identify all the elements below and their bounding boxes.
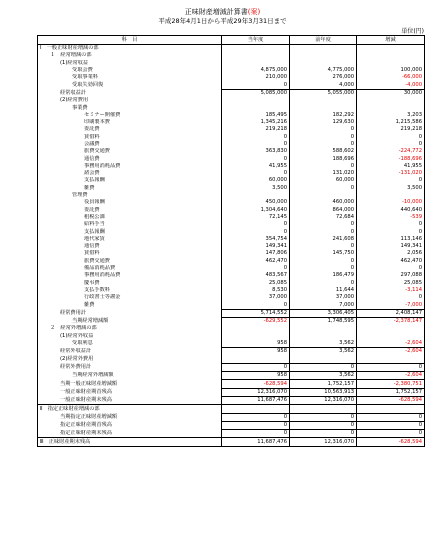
unit-label: 単位(円) [401, 28, 424, 35]
current-year-value: 0 [222, 413, 290, 421]
change-value: 0 [357, 134, 425, 141]
change-value: 2,408,147 [357, 309, 425, 317]
table-row [38, 363, 425, 371]
current-year-value: 149,341 [222, 243, 290, 250]
previous-year-value: 37,000 [290, 294, 357, 301]
current-year-value [222, 192, 290, 199]
row-label: 経常外収益計 [38, 348, 222, 356]
current-year-value: 0 [222, 301, 290, 309]
change-value: 0 [357, 363, 425, 371]
current-year-value [222, 52, 290, 59]
previous-year-value: 588,602 [290, 148, 357, 155]
row-label: 雑費 [38, 185, 222, 192]
change-value: -2,604 [357, 348, 425, 356]
previous-year-value: 188,696 [290, 155, 357, 162]
change-value: 1,215,586 [357, 119, 425, 126]
row-label: 事務用消耗品費 [38, 272, 222, 279]
previous-year-value: 5,055,000 [290, 89, 357, 97]
previous-year-value: 276,000 [290, 74, 357, 81]
current-year-value: 12,316,070 [222, 388, 290, 396]
row-label: 当期指定正味財産増減額 [38, 413, 222, 421]
change-value: -188,696 [357, 155, 425, 162]
row-label: (2)経常費用 [38, 97, 222, 104]
change-value: -2,378,147 [357, 317, 425, 325]
change-value: -66,000 [357, 74, 425, 81]
row-label: 指定正味財産期末残高 [38, 430, 222, 438]
previous-year-value: 0 [290, 421, 357, 429]
row-label: 当期経常外増減額 [38, 372, 222, 380]
table-row [38, 430, 425, 438]
current-year-value: 462,470 [222, 258, 290, 265]
previous-year-value: 0 [290, 126, 357, 133]
table-row [38, 163, 425, 170]
current-year-value: 0 [222, 228, 290, 235]
table-row [38, 177, 425, 184]
row-label: 租税公課 [38, 214, 222, 221]
table-row [38, 192, 425, 199]
table-row [38, 97, 425, 104]
table-row [38, 67, 425, 74]
row-label: 旅費交通費 [38, 148, 222, 155]
change-value: 3,500 [357, 185, 425, 192]
change-value: -3,114 [357, 287, 425, 294]
change-value: 297,088 [357, 272, 425, 279]
current-year-value [222, 405, 290, 413]
row-label: 通信費 [38, 155, 222, 162]
previous-year-value: 0 [290, 413, 357, 421]
table-row [38, 280, 425, 287]
table-row [38, 74, 425, 81]
row-label: 賃借料 [38, 250, 222, 257]
change-value: -7,000 [357, 301, 425, 309]
row-label: Ⅱ 指定正味財産増減の部 [38, 405, 222, 413]
current-year-value: 219,218 [222, 126, 290, 133]
table-row [38, 325, 425, 332]
table-row [38, 104, 425, 111]
previous-year-value: 186,479 [290, 272, 357, 279]
table-row [38, 355, 425, 363]
table-row [38, 372, 425, 380]
table-row [38, 148, 425, 155]
change-value: 113,146 [357, 236, 425, 243]
column-header-previous: 前年度 [290, 36, 357, 45]
row-label: 受取会費 [38, 67, 222, 74]
change-value: 100,000 [357, 67, 425, 74]
table-row [38, 228, 425, 235]
current-year-value: 0 [222, 134, 290, 141]
change-value: -4,000 [357, 81, 425, 89]
table-row [38, 265, 425, 272]
row-label: Ⅲ 正味財産期末残高 [38, 438, 222, 446]
current-year-value: 0 [222, 421, 290, 429]
table-row [38, 119, 425, 126]
change-value [357, 45, 425, 53]
previous-year-value [290, 405, 357, 413]
row-label: 委託費 [38, 126, 222, 133]
table-row [38, 348, 425, 356]
row-label: 委託費 [38, 207, 222, 214]
previous-year-value: 182,292 [290, 112, 357, 119]
change-value: -131,020 [357, 170, 425, 177]
previous-year-value [290, 192, 357, 199]
table-row [38, 45, 425, 53]
table-row [38, 333, 425, 340]
row-label: 雑費 [38, 301, 222, 309]
row-label: 受取事業料 [38, 74, 222, 81]
previous-year-value [290, 45, 357, 53]
change-value: -539 [357, 214, 425, 221]
change-value: -2,604 [357, 372, 425, 380]
previous-year-value: 3,562 [290, 372, 357, 380]
table-row [38, 214, 425, 221]
previous-year-value: 12,316,070 [290, 438, 357, 446]
current-year-value: 450,000 [222, 199, 290, 206]
previous-year-value: 11,644 [290, 287, 357, 294]
change-value: 0 [357, 413, 425, 421]
table-row [38, 199, 425, 206]
row-label: 旅費交通費 [38, 258, 222, 265]
current-year-value [222, 333, 290, 340]
row-label: セミナー開催費 [38, 112, 222, 119]
previous-year-value: 3,306,405 [290, 309, 357, 317]
previous-year-value: 4,775,000 [290, 67, 357, 74]
previous-year-value: 0 [290, 221, 357, 228]
current-year-value: 0 [222, 221, 290, 228]
current-year-value: 4,875,000 [222, 67, 290, 74]
previous-year-value [290, 97, 357, 104]
previous-year-value: 0 [290, 243, 357, 250]
current-year-value: 41,955 [222, 163, 290, 170]
current-year-value [222, 325, 290, 332]
previous-year-value [290, 325, 357, 332]
current-year-value: 958 [222, 340, 290, 348]
current-year-value: 0 [222, 430, 290, 438]
previous-year-value: 1,748,595 [290, 317, 357, 325]
change-value: -10,000 [357, 199, 425, 206]
row-label: 給料手当 [38, 221, 222, 228]
current-year-value [222, 104, 290, 111]
current-year-value: 11,687,476 [222, 396, 290, 404]
previous-year-value [290, 355, 357, 363]
current-year-value [222, 60, 290, 67]
current-year-value: 25,085 [222, 280, 290, 287]
row-label: 通信費 [38, 243, 222, 250]
current-year-value: 958 [222, 348, 290, 356]
current-year-value: 210,000 [222, 74, 290, 81]
table-row [38, 60, 425, 67]
previous-year-value: 10,563,913 [290, 388, 357, 396]
current-year-value: 1,345,216 [222, 119, 290, 126]
previous-year-value: 131,020 [290, 170, 357, 177]
table-row [38, 89, 425, 97]
row-label: 当期一般正味財産増減額 [38, 380, 222, 388]
row-label: 諸会費 [38, 170, 222, 177]
row-label: 一般正味財産期首残高 [38, 388, 222, 396]
change-value: 219,218 [357, 126, 425, 133]
column-header-item: 科 目 [38, 36, 222, 45]
table-row [38, 258, 425, 265]
row-label: １ 経常増減の部 [38, 52, 222, 59]
table-header-row [38, 36, 425, 45]
change-value: -628,594 [357, 396, 425, 404]
change-value: 149,341 [357, 243, 425, 250]
previous-year-value: 0 [290, 185, 357, 192]
row-label: Ⅰ 一般正味財産増減の部 [38, 45, 222, 53]
table-row [38, 81, 425, 89]
change-value: 462,470 [357, 258, 425, 265]
current-year-value [222, 45, 290, 53]
row-label: 支払報酬 [38, 228, 222, 235]
previous-year-value: 0 [290, 430, 357, 438]
previous-year-value: 460,000 [290, 199, 357, 206]
current-year-value [222, 97, 290, 104]
table-row [38, 155, 425, 162]
previous-year-value: 864,000 [290, 207, 357, 214]
row-label: 会議費 [38, 141, 222, 148]
change-value: 0 [357, 141, 425, 148]
table-row [38, 287, 425, 294]
previous-year-value: 0 [290, 163, 357, 170]
change-value: 440,640 [357, 207, 425, 214]
table-row [38, 294, 425, 301]
change-value: -2,604 [357, 340, 425, 348]
statement-rows [38, 45, 425, 447]
current-year-value: 72,145 [222, 214, 290, 221]
table-row [38, 438, 425, 446]
previous-year-value: 0 [290, 228, 357, 235]
table-row [38, 207, 425, 214]
change-value: -224,772 [357, 148, 425, 155]
previous-year-value [290, 60, 357, 67]
table-row [38, 309, 425, 317]
current-year-value: 0 [222, 170, 290, 177]
change-value: 3,203 [357, 112, 425, 119]
previous-year-value: 241,608 [290, 236, 357, 243]
change-value: 0 [357, 228, 425, 235]
previous-year-value: 3,562 [290, 348, 357, 356]
current-year-value: -628,594 [222, 380, 290, 388]
row-label: 慶弔費 [38, 280, 222, 287]
change-value: 0 [357, 221, 425, 228]
previous-year-value: 12,316,070 [290, 396, 357, 404]
current-year-value [222, 355, 290, 363]
change-value [357, 333, 425, 340]
change-value [357, 52, 425, 59]
table-row [38, 134, 425, 141]
current-year-value: 3,500 [222, 185, 290, 192]
title-draft-mark: (案) [247, 8, 261, 16]
change-value: 0 [357, 294, 425, 301]
previous-year-value: 0 [290, 258, 357, 265]
table-row [38, 388, 425, 396]
statement-period: 平成28年4月1日から平成29年3月31日まで [158, 17, 287, 25]
change-value: 0 [357, 430, 425, 438]
change-value [357, 355, 425, 363]
current-year-value: 0 [222, 81, 290, 89]
row-label: 経常外費用計 [38, 363, 222, 371]
row-label: 備品消耗品費 [38, 265, 222, 272]
table-row [38, 52, 425, 59]
previous-year-value: 0 [290, 265, 357, 272]
row-label: 受取利息 [38, 340, 222, 348]
table-row [38, 301, 425, 309]
previous-year-value: 60,000 [290, 177, 357, 184]
table-row [38, 317, 425, 325]
current-year-value: 363,830 [222, 148, 290, 155]
change-value: 2,056 [357, 250, 425, 257]
current-year-value: 0 [222, 141, 290, 148]
row-label: 地代家賃 [38, 236, 222, 243]
column-header-change: 増減 [357, 36, 425, 45]
change-value [357, 325, 425, 332]
row-label: 事業費 [38, 104, 222, 111]
table-row [38, 421, 425, 429]
row-label: 事務用消耗品費 [38, 163, 222, 170]
row-label: 支払手数料 [38, 287, 222, 294]
table-row [38, 380, 425, 388]
table-row [38, 250, 425, 257]
change-value: 25,085 [357, 280, 425, 287]
change-value [357, 192, 425, 199]
table-row [38, 221, 425, 228]
previous-year-value: 145,750 [290, 250, 357, 257]
change-value [357, 405, 425, 413]
table-row [38, 405, 425, 413]
current-year-value: 1,304,640 [222, 207, 290, 214]
previous-year-value: 0 [290, 141, 357, 148]
current-year-value: 8,530 [222, 287, 290, 294]
row-label: 一般正味財産期末残高 [38, 396, 222, 404]
current-year-value: 483,567 [222, 272, 290, 279]
previous-year-value: 0 [290, 363, 357, 371]
table-row [38, 112, 425, 119]
current-year-value: 147,806 [222, 250, 290, 257]
previous-year-value: 0 [290, 134, 357, 141]
table-row [38, 185, 425, 192]
row-label: 管理費 [38, 192, 222, 199]
current-year-value: 11,687,476 [222, 438, 290, 446]
change-value: -2,380,751 [357, 380, 425, 388]
current-year-value: 354,754 [222, 236, 290, 243]
table-row [38, 396, 425, 404]
row-label: 支払報酬 [38, 177, 222, 184]
current-year-value: 0 [222, 265, 290, 272]
table-row [38, 236, 425, 243]
previous-year-value: 4,000 [290, 81, 357, 89]
row-label: 賃借料 [38, 134, 222, 141]
previous-year-value: 1,752,157 [290, 380, 357, 388]
previous-year-value: 72,684 [290, 214, 357, 221]
title-main: 正味財産増減計算書 [184, 8, 248, 16]
row-label: 行政書士等謝金 [38, 294, 222, 301]
previous-year-value: 0 [290, 280, 357, 287]
row-label: ２ 経常外増減の部 [38, 325, 222, 332]
statement-title [0, 8, 445, 17]
change-value: 0 [357, 421, 425, 429]
current-year-value: 185,495 [222, 112, 290, 119]
row-label: 役員報酬 [38, 199, 222, 206]
current-year-value: 0 [222, 363, 290, 371]
current-year-value: 37,000 [222, 294, 290, 301]
row-label: 指定正味財産期首残高 [38, 421, 222, 429]
current-year-value: 5,085,000 [222, 89, 290, 97]
current-year-value: -629,552 [222, 317, 290, 325]
row-label: 当期経常増減額 [38, 317, 222, 325]
table-row [38, 413, 425, 421]
row-label: 受取失効回復 [38, 81, 222, 89]
change-value [357, 104, 425, 111]
statement-table [37, 35, 425, 447]
change-value [357, 60, 425, 67]
previous-year-value: 7,000 [290, 301, 357, 309]
change-value: 1,752,157 [357, 388, 425, 396]
change-value: 0 [357, 265, 425, 272]
previous-year-value: 129,630 [290, 119, 357, 126]
previous-year-value: 3,562 [290, 340, 357, 348]
table-row [38, 272, 425, 279]
row-label: 経常費用計 [38, 309, 222, 317]
previous-year-value [290, 333, 357, 340]
column-header-current: 当年度 [222, 36, 290, 45]
current-year-value: 5,714,552 [222, 309, 290, 317]
previous-year-value [290, 104, 357, 111]
table-row [38, 340, 425, 348]
row-label: 経常収益計 [38, 89, 222, 97]
row-label: 印刷製本費 [38, 119, 222, 126]
row-label: (1)経常収益 [38, 60, 222, 67]
current-year-value: 60,000 [222, 177, 290, 184]
table-row [38, 243, 425, 250]
change-value: 0 [357, 177, 425, 184]
change-value: 30,000 [357, 89, 425, 97]
current-year-value: 0 [222, 155, 290, 162]
change-value: 41,955 [357, 163, 425, 170]
table-row [38, 141, 425, 148]
previous-year-value [290, 52, 357, 59]
change-value: -628,594 [357, 438, 425, 446]
change-value [357, 97, 425, 104]
current-year-value: 958 [222, 372, 290, 380]
table-row [38, 126, 425, 133]
row-label: (1)経常外収益 [38, 333, 222, 340]
table-row [38, 170, 425, 177]
row-label: (2)経常外費用 [38, 355, 222, 363]
